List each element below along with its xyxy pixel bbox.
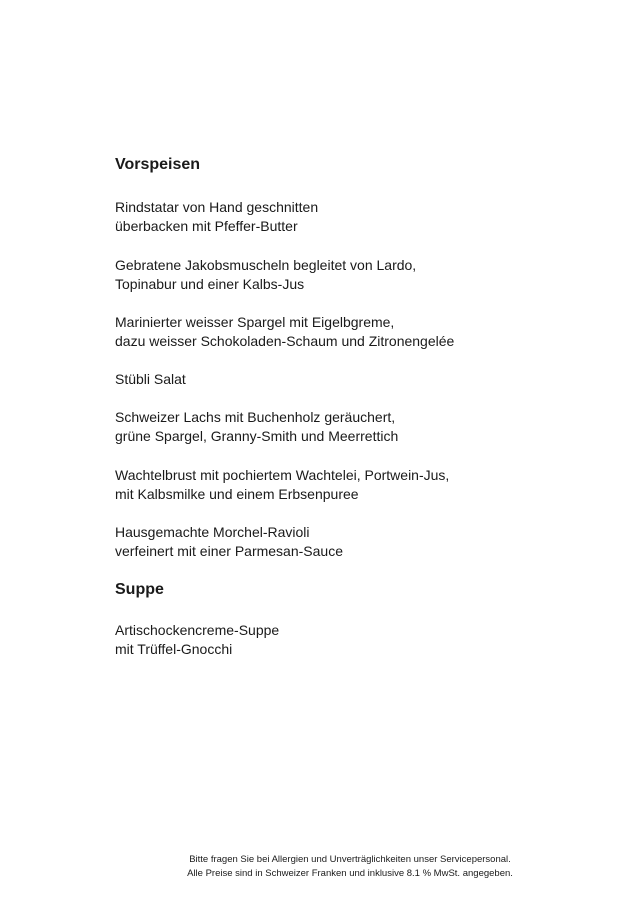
price-note: Alle Preise sind in Schweizer Franken und inklusive 8.1 % MwSt. angegeben. [187, 868, 513, 879]
footer-note [130, 853, 570, 881]
dish-description: dazu weisser Schokoladen-Schaum und Zitronengelée [115, 333, 455, 349]
section-heading-suppe: Suppe [115, 581, 164, 598]
dish-description: überbacken mit Pfeffer-Butter [115, 218, 298, 234]
menu-item [115, 370, 186, 389]
dish-description: verfeinert mit einer Parmesan-Sauce [115, 543, 343, 559]
dish-name: Artischockencreme-Suppe [115, 622, 280, 638]
section-heading-vorspeisen: Vorspeisen [115, 156, 201, 173]
dish-name: Schweizer Lachs mit Buchenholz geräuchert, [115, 409, 396, 425]
dish-name: Rindstatar von Hand geschnitten [115, 199, 319, 215]
dish-description: Topinabur und einer Kalbs-Jus [115, 276, 305, 292]
menu-item [115, 256, 416, 294]
menu-item [115, 523, 343, 561]
menu-item [115, 466, 449, 504]
dish-name: Stübli Salat [115, 371, 186, 387]
dish-name: Hausgemachte Morchel-Ravioli [115, 524, 310, 540]
dish-description: mit Kalbsmilke und einem Erbsenpuree [115, 486, 359, 502]
allergy-note: Bitte fragen Sie bei Allergien und Unverträglichkeiten unser Servicepersonal. [189, 854, 511, 865]
dish-description: mit Trüffel-Gnocchi [115, 641, 233, 657]
menu-item [115, 313, 454, 351]
dish-name: Marinierter weisser Spargel mit Eigelbgreme, [115, 314, 395, 330]
dish-name: Gebratene Jakobsmuscheln begleitet von Lardo, [115, 257, 417, 273]
dish-description: grüne Spargel, Granny-Smith und Meerrettich [115, 428, 399, 444]
menu-item [115, 408, 398, 446]
dish-name: Wachtelbrust mit pochiertem Wachtelei, Portwein-Jus, [115, 467, 450, 483]
menu-item [115, 621, 279, 659]
menu-item [115, 198, 318, 236]
